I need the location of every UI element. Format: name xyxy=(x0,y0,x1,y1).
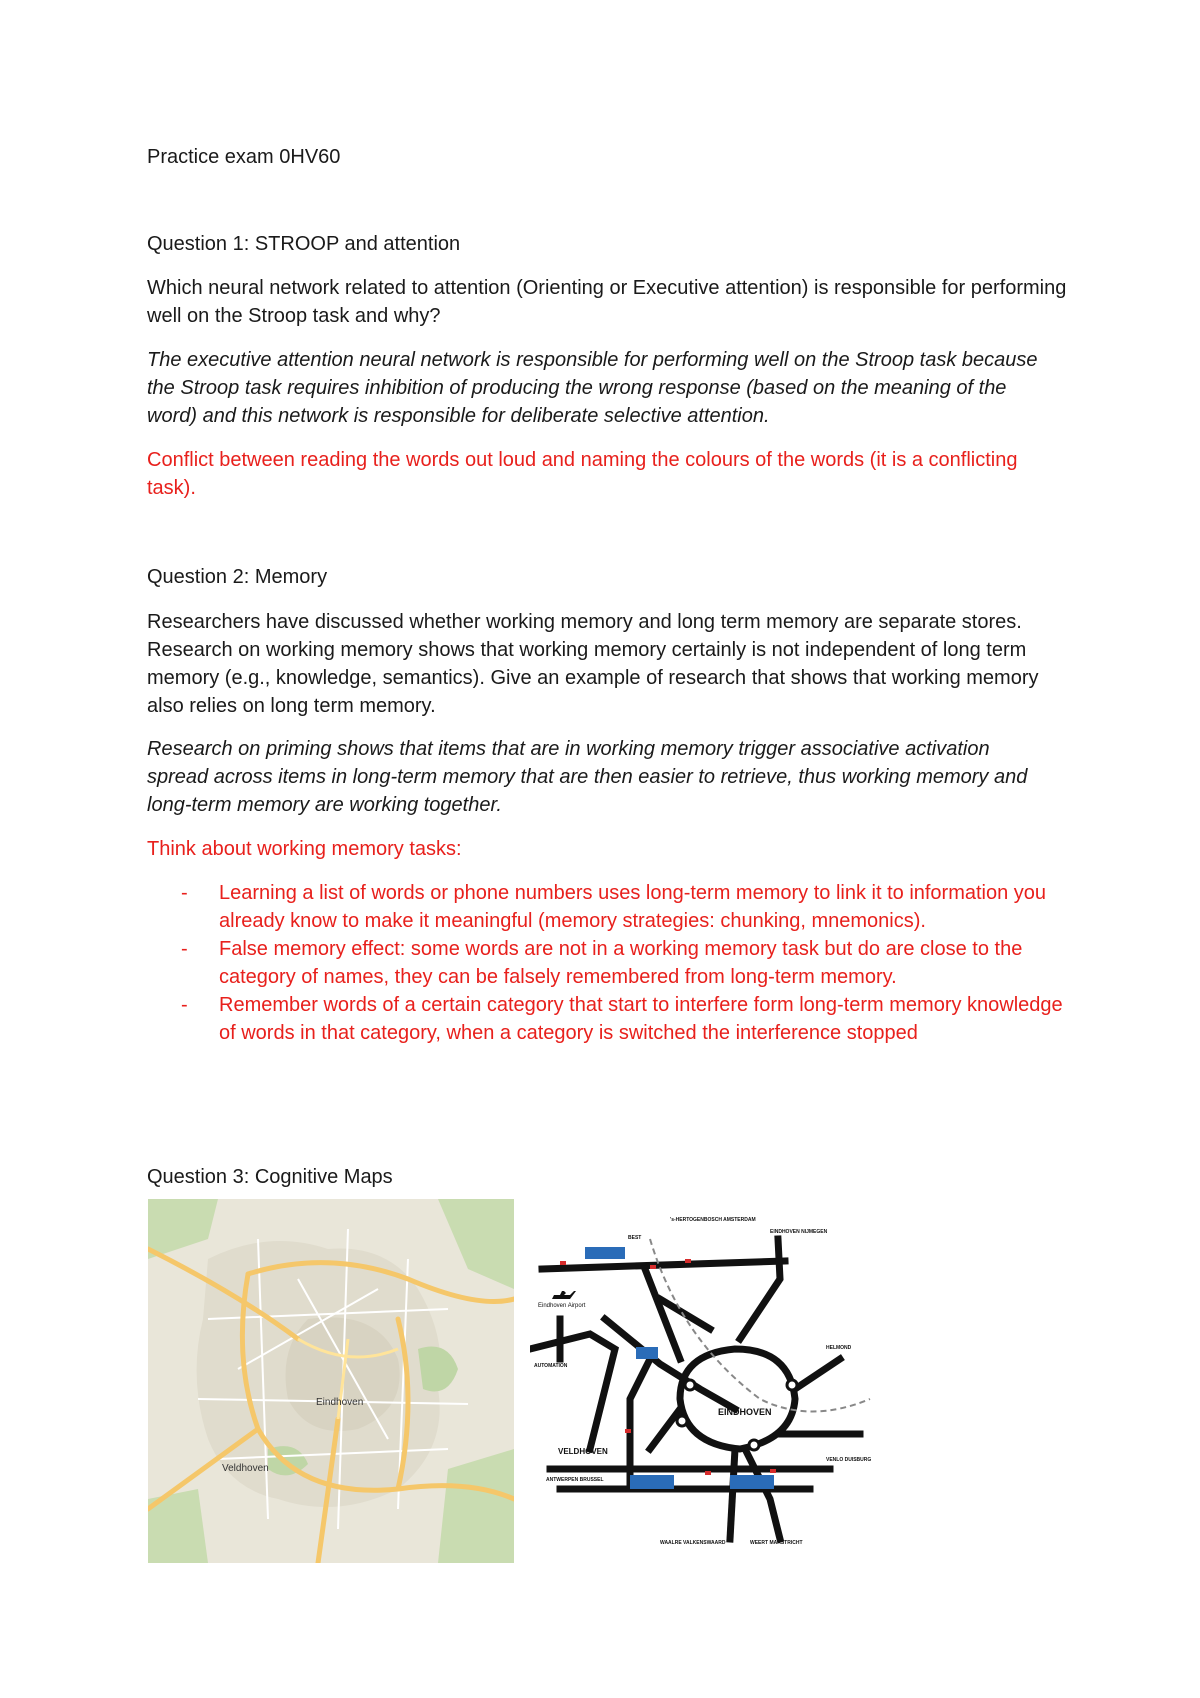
list-item: - Remember words of a certain category that start to interfere form long-term memory knowledge of words in that category, when a category is switched the interference stopped xyxy=(147,991,1077,1047)
svg-text:VENLO DUISBURG: VENLO DUISBURG xyxy=(826,1457,872,1463)
svg-text:EINDHOVEN: EINDHOVEN xyxy=(718,1407,772,1417)
map-label-eindhoven: Eindhoven xyxy=(316,1397,364,1408)
svg-text:Eindhoven Airport: Eindhoven Airport xyxy=(538,1303,586,1309)
question-1-heading: Question 1: STROOP and attention xyxy=(147,233,461,255)
svg-text:AUTOMATION: AUTOMATION xyxy=(534,1363,568,1369)
question-2-feedback-intro: Think about working memory tasks: xyxy=(147,838,462,860)
svg-text:WAALRE VALKENSWAARD: WAALRE VALKENSWAARD xyxy=(660,1540,726,1546)
svg-text:EINDHOVEN NIJMEGEN: EINDHOVEN NIJMEGEN xyxy=(770,1229,828,1235)
question-1-answer: The executive attention neural network is responsible for performing well on the Stroop task because the Stroop task requires inhibition of producing the wrong response (based on the meaning of the word) and this network is responsible for deliberate selective attention. xyxy=(147,349,1038,427)
question-1-feedback: Conflict between reading the words out loud and naming the colours of the words (it is a conflicting task). xyxy=(147,449,1018,499)
bullet-dash: - xyxy=(181,882,188,904)
question-2-answer: Research on priming shows that items that are in working memory trigger associative activation spread across items in long-term memory that are then easier to retrieve, thus working memory and long-term memory are working together. xyxy=(147,738,1028,816)
eindhoven-road-map xyxy=(148,1199,514,1563)
question-2-feedback-list xyxy=(147,879,1077,1047)
list-item: - False memory effect: some words are not in a working memory task but do are close to the category of names, they can be falsely remembered from long-term memory. xyxy=(147,935,1077,991)
svg-text:HELMOND: HELMOND xyxy=(826,1345,852,1351)
eindhoven-schematic-map xyxy=(530,1199,882,1561)
bullet-dash: - xyxy=(181,994,188,1016)
document-title: Practice exam 0HV60 xyxy=(147,146,341,168)
list-item: - Learning a list of words or phone numbers uses long-term memory to link it to information you already know to make it meaningful (memory strategies: chunking, mnemonics). xyxy=(147,879,1077,935)
question-3-heading: Question 3: Cognitive Maps xyxy=(147,1166,393,1188)
svg-text:ANTWERPEN BRUSSEL: ANTWERPEN BRUSSEL xyxy=(546,1477,604,1483)
svg-text:'s-HERTOGENBOSCH AMSTERDAM: 's-HERTOGENBOSCH AMSTERDAM xyxy=(670,1217,756,1223)
question-1-text: Which neural network related to attention (Orienting or Executive attention) is responsible for performing well on the Stroop task and why? xyxy=(147,277,1067,327)
svg-text:BEST: BEST xyxy=(628,1235,642,1241)
svg-text:VELDHOVEN: VELDHOVEN xyxy=(558,1447,608,1456)
svg-text:WEERT MAASTRICHT: WEERT MAASTRICHT xyxy=(750,1540,803,1546)
bullet-dash: - xyxy=(181,938,188,960)
map-label-veldhoven: Veldhoven xyxy=(222,1463,269,1474)
question-2-heading: Question 2: Memory xyxy=(147,566,328,588)
question-2-text: Researchers have discussed whether working memory and long term memory are separate stores. Research on working memory shows that working memory certainly is not independent of long term memory (e.g., knowledge, semantics). Give an example of research that shows that working memory also relies on long term memory. xyxy=(147,611,1039,717)
